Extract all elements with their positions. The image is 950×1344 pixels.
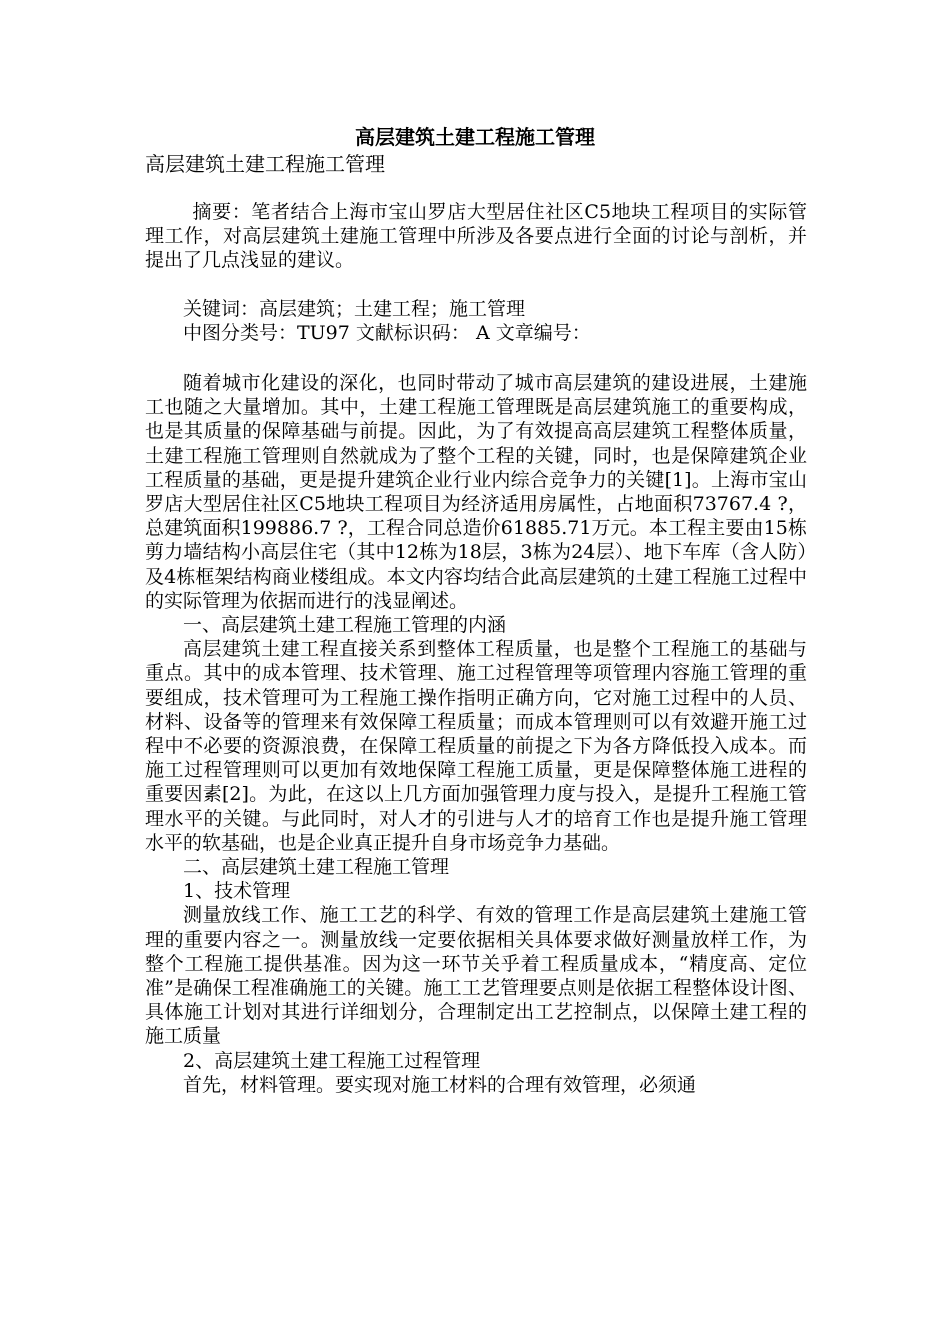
section1-paragraph: 高层建筑土建工程直接关系到整体工程质量，也是整个工程施工的基础与重点。其中的成本管理、技术管理、施工过程管理等项管理内容施工管理的重要组成，技术管理可为工程施工操作指明正确方向，它对施工过程中的人员、材料、设备等的管理来有效保障工程质量；而成本管理则可以有效避开施工过程中不必要的资源浪费，在保障工程质量的前提之下为各方降低投入成本。而施工过程管理则可以更加有效地保障工程施工质量，更是保障整体施工进程的重要因素[2]。为此，在这以上几方面加强管理力度与投入，是提升工程施工管理水平的关键。与此同时，对人才的引进与人才的培育工作也是提升施工管理水平的软基础，也是企业真正提升自身市场竞争力基础。	[145, 638, 807, 854]
keywords-block	[145, 297, 807, 345]
classification-line: 中图分类号：TU97 文献标识码： A 文章编号：	[183, 322, 591, 345]
section1-heading: 一、高层建筑土建工程施工管理的内涵	[183, 614, 507, 637]
abstract-block	[145, 200, 807, 273]
document-title: 高层建筑土建工程施工管理	[355, 125, 595, 149]
subsection1-heading: 1、技术管理	[183, 880, 291, 903]
document-subtitle: 高层建筑土建工程施工管理	[145, 152, 385, 176]
keywords-line: 关键词：高层建筑；土建工程；施工管理	[183, 298, 526, 320]
subsection2-heading: 2、高层建筑土建工程施工过程管理	[183, 1049, 481, 1072]
subsection1-paragraph: 测量放线工作、施工工艺的科学、有效的管理工作是高层建筑土建施工管理的重要内容之一。测量放线一定要依据相关具体要求做好测量放样工作，为整个工程施工提供基准。因为这一环节关乎着工程质量成本，“精度高、定位准”是确保工程准确施工的关键。施工工艺管理要点则是依据工程整体设计图、具体施工计划对其进行详细划分，合理制定出工艺控制点，以保障土建工程的施工质量	[145, 904, 807, 1048]
abstract-paragraph: 摘要：笔者结合上海市宝山罗店大型居住社区C5地块工程项目的实际管理工作，对高层建筑土建施工管理中所涉及各要点进行全面的讨论与剖析，并提出了几点浅显的建议。	[145, 201, 807, 272]
body-block	[145, 371, 807, 1097]
intro-paragraph: 随着城市化建设的深化，也同时带动了城市高层建筑的建设进展，土建施工也随之大量增加。其中，土建工程施工管理既是高层建筑施工的重要构成，也是其质量的保障基础与前提。因此，为了有效提高高层建筑工程整体质量，土建工程施工管理则自然就成为了整个工程的关键，同时，也是保障建筑企业工程质量的基础，更是提升建筑企业行业内综合竞争力的关键[1]。上海市宝山罗店大型居住社区C5地块工程项目为经济适用房属性，占地面积73767.4 ?，总建筑面积199886.7 ?，工程合同总造价61885.71万元。本工程主要由15栋剪力墙结构小高层住宅（其中12栋为18层，3栋为24层）、地下车库（含人防）及4栋框架结构商业楼组成。本文内容均结合此高层建筑的土建工程施工过程中的实际管理为依据而进行的浅显阐述。	[145, 372, 807, 612]
subsection2-paragraph: 首先，材料管理。要实现对施工材料的合理有效管理，必须通	[183, 1073, 697, 1096]
section2-heading: 二、高层建筑土建工程施工管理	[183, 856, 450, 879]
